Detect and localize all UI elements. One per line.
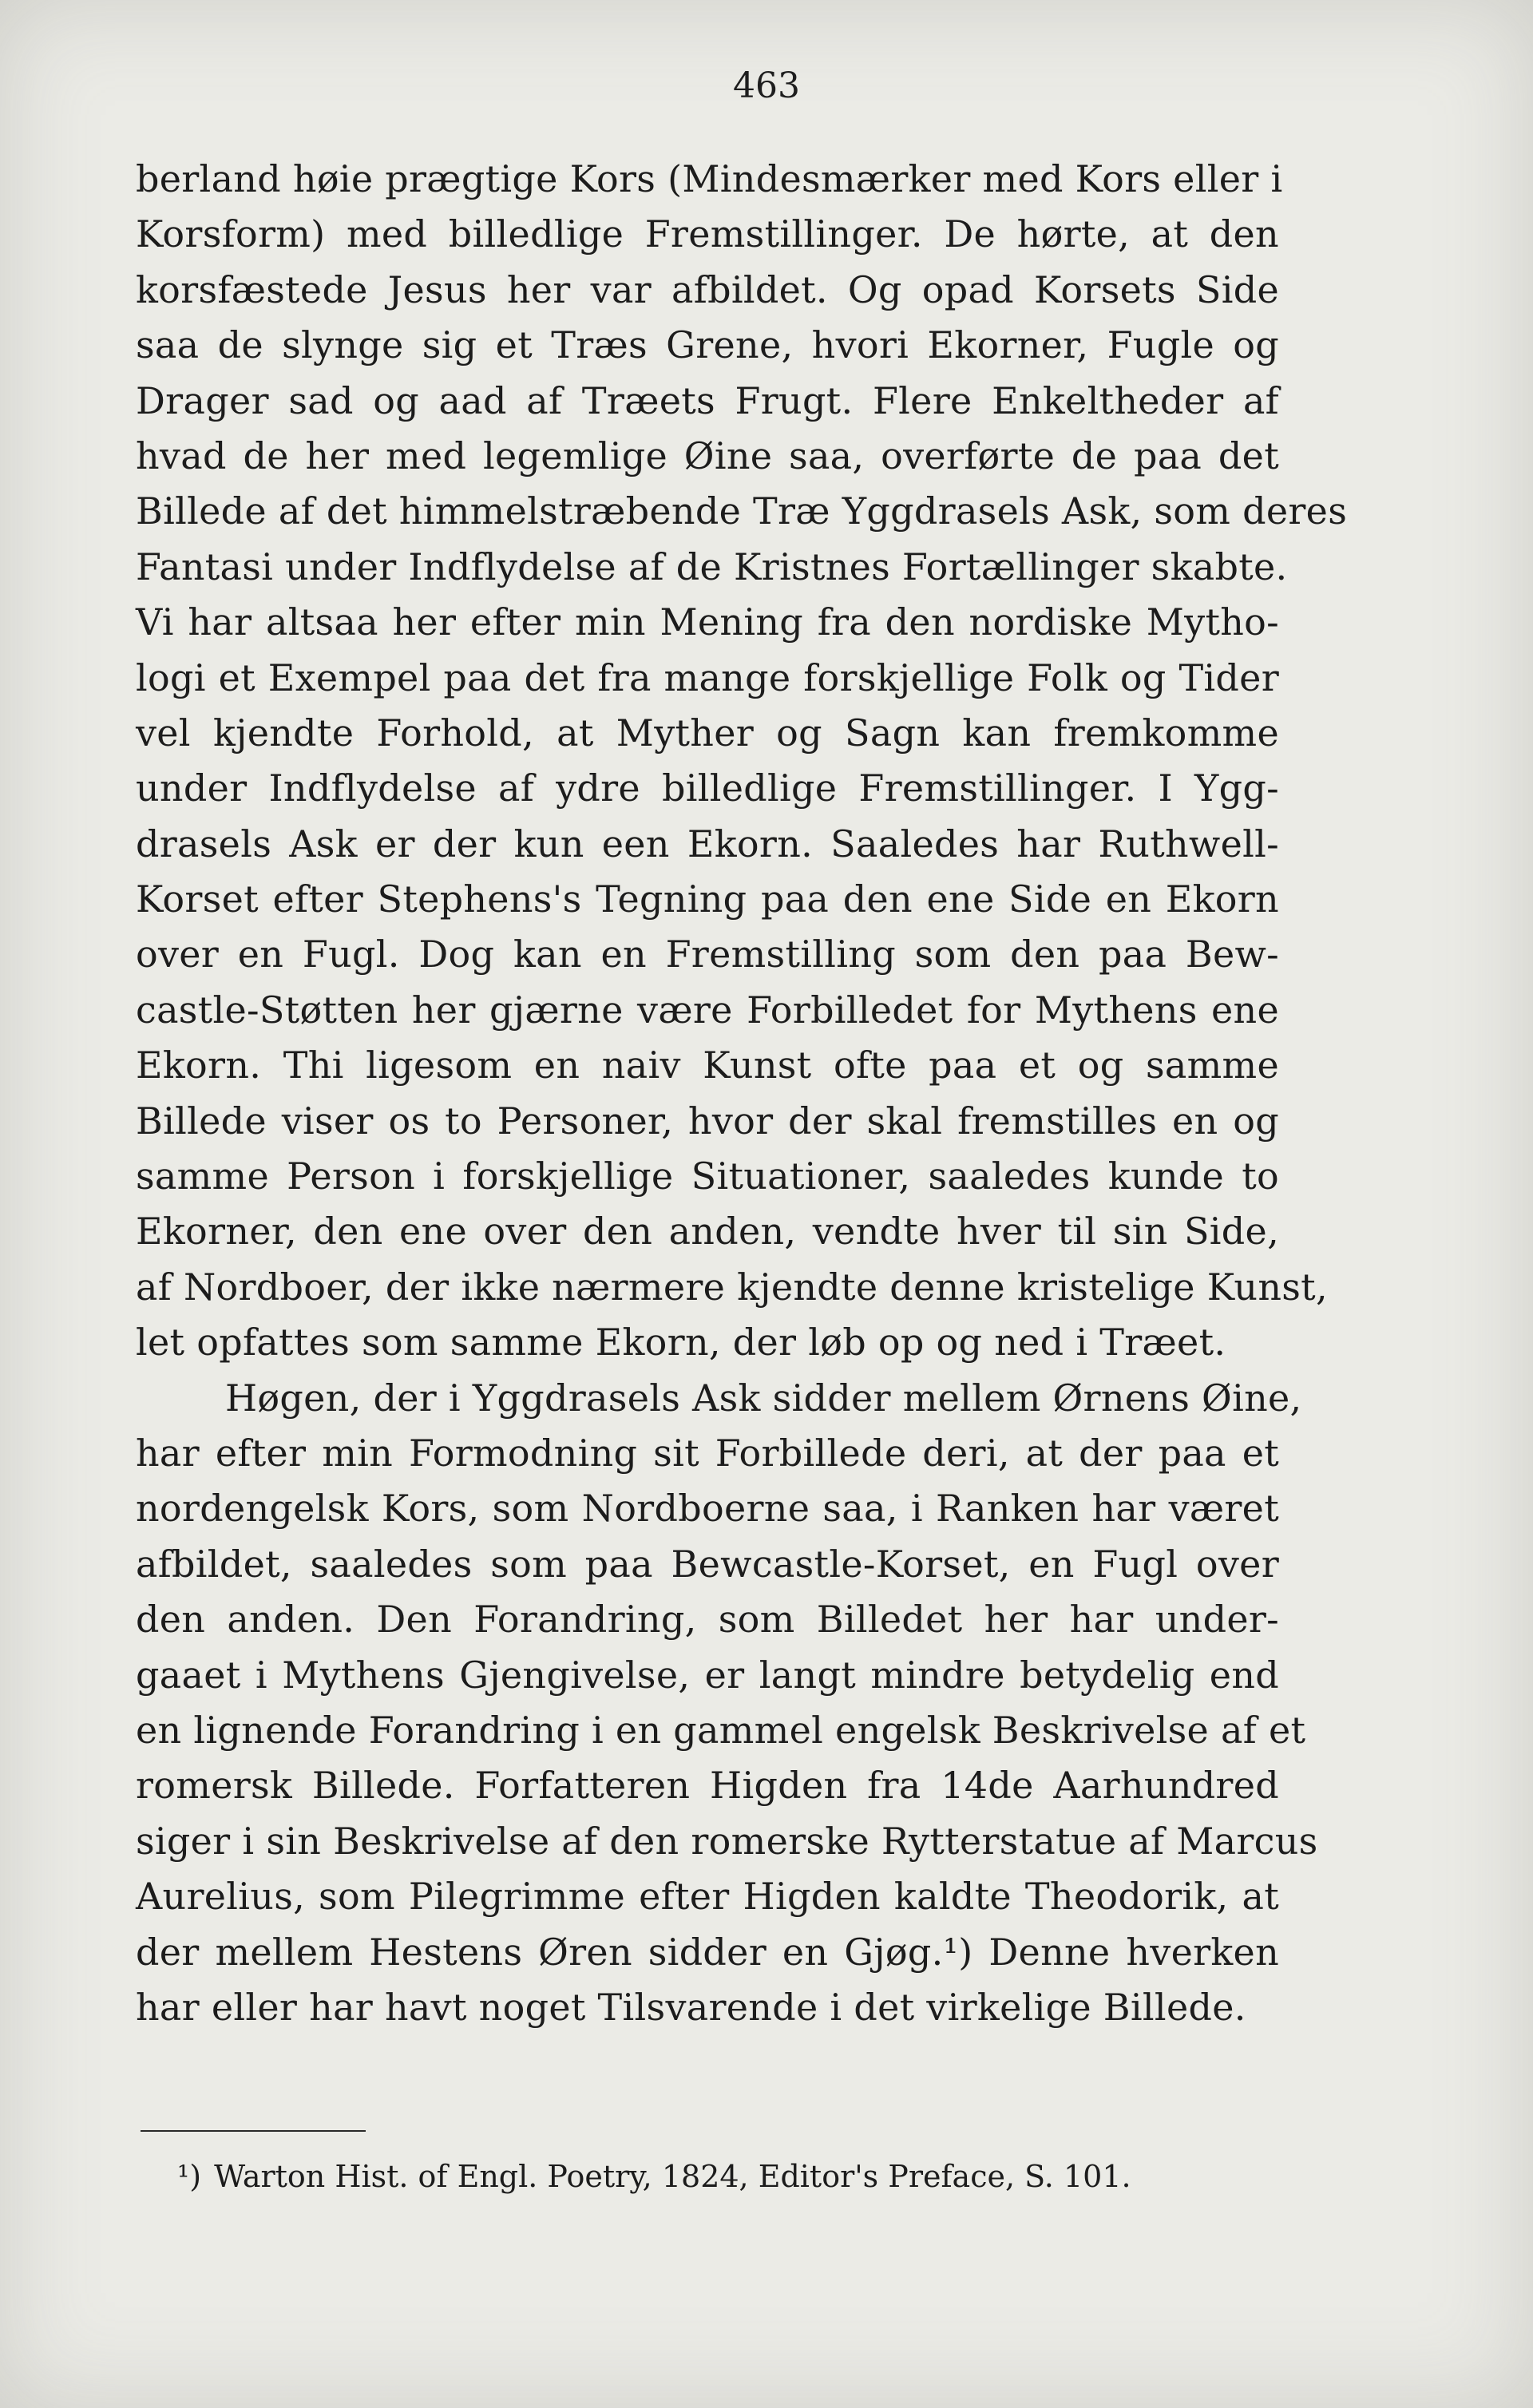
text-line: romersk Billede. Forfatteren Higden fra 14de Aarhundred [136,1764,1279,1808]
text-line: Ekorner, den ene over den anden, vendte hver til sin Side, [136,1210,1279,1254]
text-line: korsfæstede Jesus her var afbildet. Og opad Korsets Side [136,267,1279,311]
text-line: let opfattes som samme Ekorn, der løb op og ned i Træet. [136,1321,1226,1364]
text-line: Billede viser os to Personer, hvor der skal fremstilles en og [136,1099,1279,1143]
text-line: samme Person i forskjellige Situationer, saaledes kunde to [136,1154,1279,1198]
text-line: hvad de her med legemlige Øine saa, overførte de paa det [136,434,1279,477]
footnote-divider [141,2130,366,2132]
text-line: en lignende Forandring i en gammel engelsk Beskrivelse af et [136,1708,1306,1752]
text-line: har efter min Formodning sit Forbillede deri, at der paa et [136,1431,1279,1475]
text-line: gaaet i Mythens Gjengivelse, er langt mindre betydelig end [136,1653,1279,1697]
text-line: nordengelsk Kors, som Nordboerne saa, i Ranken har været [136,1487,1279,1531]
footnote [177,2156,1131,2197]
text-line: under Indflydelse af ydre billedlige Fremstillinger. I Ygg- [136,766,1279,810]
text-line: over en Fugl. Dog kan en Fremstilling som den paa Bew- [136,933,1279,976]
text-line: Ekorn. Thi ligesom en naiv Kunst ofte paa et og samme [136,1044,1279,1087]
footnote-text: Warton Hist. of Engl. Poetry, 1824, Editor's Preface, S. 101. [214,2159,1131,2194]
text-line: Fantasi under Indflydelse af de Kristnes Fortællinger skabte. [136,545,1288,588]
text-line: saa de slynge sig et Træs Grene, hvori Ekorner, Fugle og [136,323,1279,367]
text-line: Billede af det himmelstræbende Træ Yggdrasels Ask, som deres [136,489,1348,533]
text-line: Drager sad og aad af Træets Frugt. Flere Enkeltheder af [136,378,1279,422]
text-line: berland høie prægtige Kors (Mindesmærker med Kors eller i [136,157,1283,200]
text-line: Høgen, der i Yggdrasels Ask sidder mellem Ørnens Øine, [225,1376,1302,1420]
text-line: der mellem Hestens Øren sidder en Gjøg.¹) Denne hverken [136,1930,1279,1974]
page-number: 463 [733,65,800,106]
text-line: castle-Støtten her gjærne være Forbilledet for Mythens ene [136,988,1279,1032]
footnote-marker: ¹) [177,2159,202,2194]
text-line: vel kjendte Forhold, at Myther og Sagn kan fremkomme [136,711,1279,754]
text-line: Korset efter Stephens's Tegning paa den ene Side en Ekorn [136,877,1279,921]
text-line: logi et Exempel paa det fra mange forskjellige Folk og Tider [136,655,1279,699]
text-line: Vi har altsaa her efter min Mening fra den nordiske Mytho- [136,600,1279,644]
text-line: har eller har havt noget Tilsvarende i det virkelige Billede. [136,1985,1246,2029]
text-line: af Nordboer, der ikke nærmere kjendte denne kristelige Kunst, [136,1265,1328,1309]
text-line: Aurelius, som Pilegrimme efter Higden kaldte Theodorik, at [136,1875,1279,1919]
text-line: afbildet, saaledes som paa Bewcastle-Korset, en Fugl over [136,1542,1279,1586]
text-line: drasels Ask er der kun een Ekorn. Saaledes har Ruthwell- [136,822,1279,865]
body-text [136,152,1348,2035]
text-line: siger i sin Beskrivelse af den romerske Rytterstatue af Marcus [136,1819,1318,1863]
text-line: den anden. Den Forandring, som Billedet her har under- [136,1598,1279,1642]
text-line: Korsform) med billedlige Fremstillinger. De hørte, at den [136,212,1279,256]
